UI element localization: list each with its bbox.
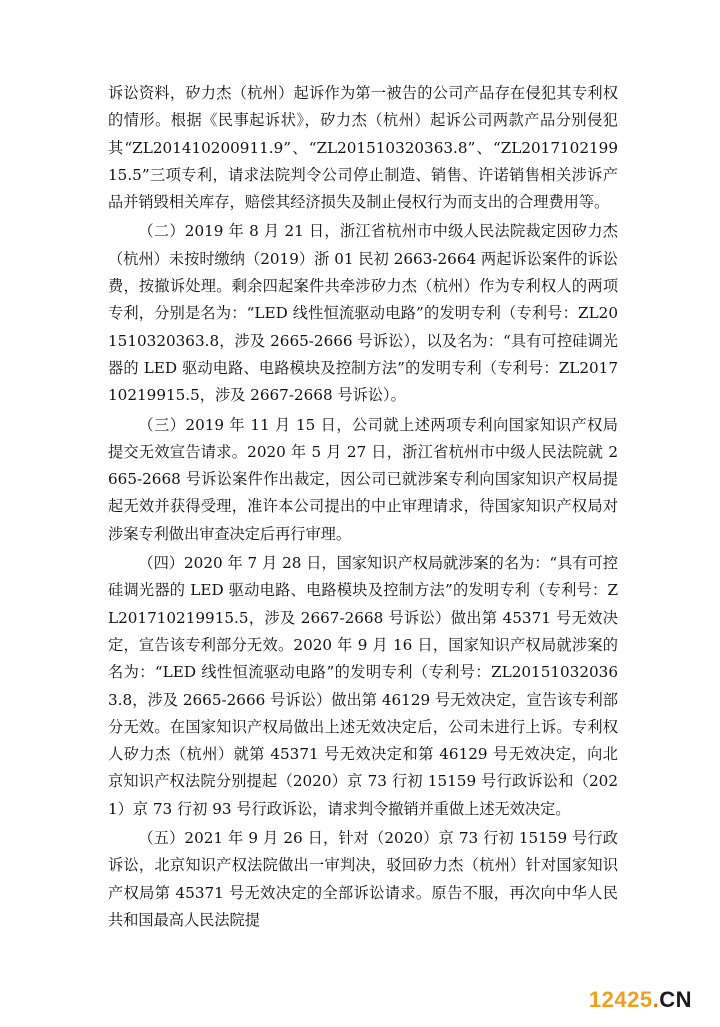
site-watermark-logo [589, 987, 692, 1013]
watermark-number: 12425 [588, 987, 653, 1012]
paragraph-2: （二）2019 年 8 月 21 日，浙江省杭州市中级人民法院裁定因矽力杰（杭州）未按时缴纳（2019）浙 01 民初 2663-2664 两起诉讼案件的诉讼费，按撤诉处理。剩余四起案件共牵涉矽力杰（杭州）作为专利权人的两项专利，分别是名为：“LED 线性恒流驱动电路”的发明专利（专利号：ZL201510320363.8，涉及 2665-2666 号诉讼），以及名为：“具有可控硅调光器的 LED 驱动电路、电路模块及控制方法”的发明专利（专利号：ZL201710219915.5，涉及 2667-2668 号诉讼）。 [108, 222, 618, 405]
document-body [108, 80, 618, 936]
paragraph-4: （四）2020 年 7 月 28 日，国家知识产权局就涉案的名为：“具有可控硅调光器的 LED 驱动电路、电路模块及控制方法”的发明专利（专利号：ZL201710219915.5，涉及 2667-2668 号诉讼）做出第 45371 号无效决定，宣告该专利部分无效。2020 年 9 月 16 日，国家知识产权局就涉案的名为：“LED 线性恒流驱动电路”的发明专利（专利号：ZL201510320363.8，涉及 2665-2666 号诉讼）做出第 46129 号无效决定，宣告该专利部分无效。在国家知识产权局做出上述无效决定后，公司未进行上诉。专利权人矽力杰（杭州）就第 45371 号无效决定和第 46129 号无效决定，向北京知识产权法院分别提起（2020）京 73 行初 15159 号行政诉讼和（2021）京 73 行初 93 号行政诉讼，请求判令撤销并重做上述无效决定。 [108, 554, 618, 818]
paragraph-1: 诉讼资料，矽力杰（杭州）起诉作为第一被告的公司产品存在侵犯其专利权的情形。根据《民事起诉状》，矽力杰（杭州）起诉公司两款产品分别侵犯其“ZL201410200911.9”、“ZL201510320363.8”、“ZL201710219915.5”三项专利，请求法院判令公司停止制造、销售、许诺销售相关涉诉产品并销毁相关库存，赔偿其经济损失及制止侵权行为而支出的合理费用等。 [108, 84, 618, 212]
watermark-dot: . [652, 987, 660, 1012]
paragraph-3: （三）2019 年 11 月 15 日，公司就上述两项专利向国家知识产权局提交无效宣告请求。2020 年 5 月 27 日，浙江省杭州市中级人民法院就 2665-2668 号诉讼案件作出裁定，因公司已就涉案专利向国家知识产权局提起无效并获得受理，准许本公司提出的中止审理请求，待国家知识产权局对涉案专利做出审查决定后再行审理。 [108, 415, 618, 543]
paragraph-5: （五）2021 年 9 月 26 日，针对（2020）京 73 行初 15159 号行政诉讼，北京知识产权法院做出一审判决，驳回矽力杰（杭州）针对国家知识产权局第 45371 号无效决定的全部诉讼请求。原告不服，再次向中华人民共和国最高人民法院提 [108, 829, 618, 929]
watermark-suffix: CN [659, 987, 692, 1012]
